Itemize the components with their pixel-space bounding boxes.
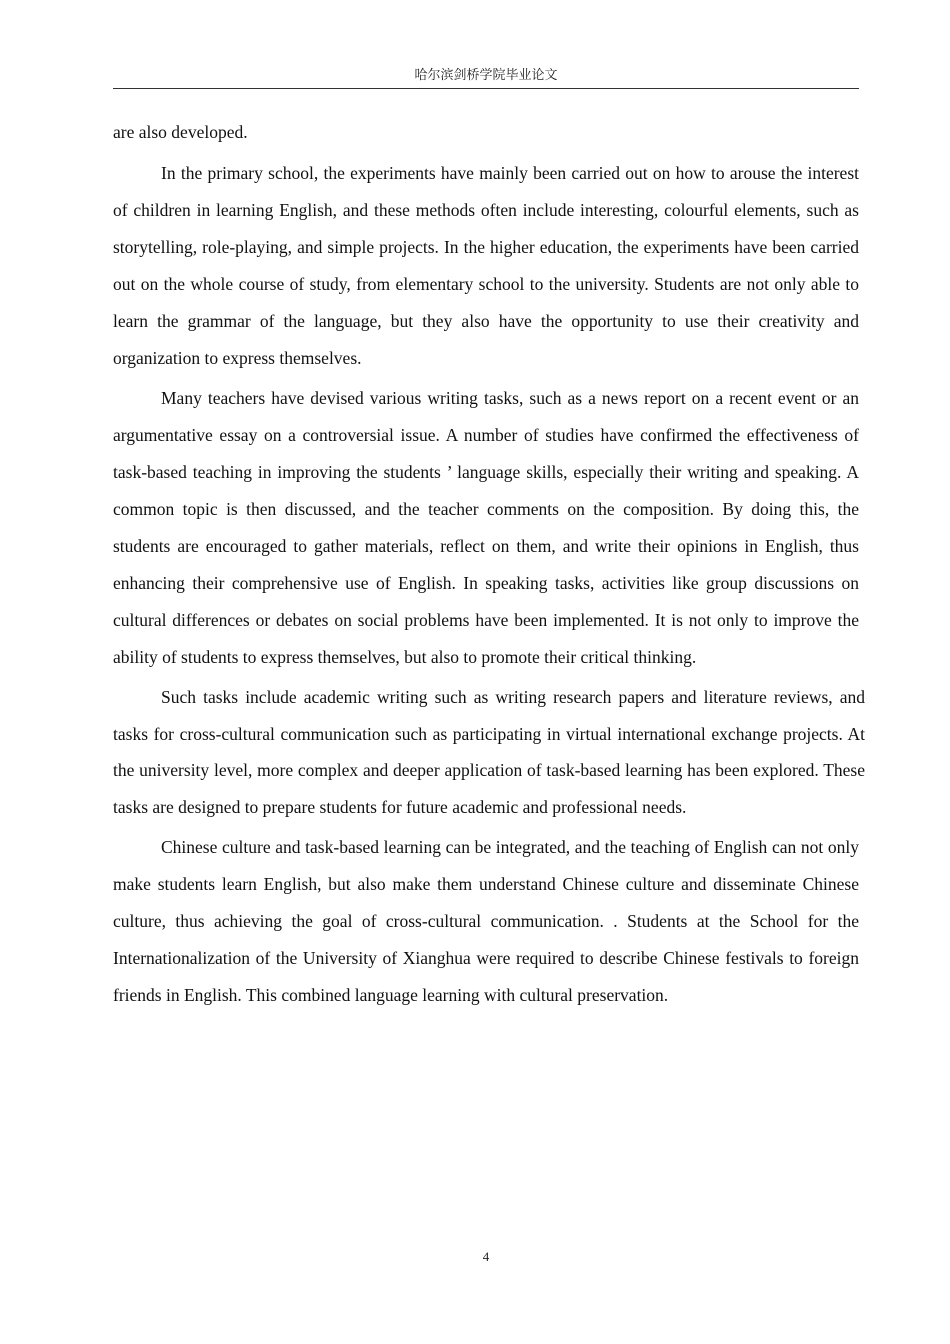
- paragraph-academic-tasks: Such tasks include academic writing such as writing research papers and literature reviews, and tasks for cross-cultural communication such as participating in virtual international exchange projects. At the university level, more complex and deeper application of task-based learning has been explored. These tasks are designed to prepare students for future academic and professional needs.: [113, 687, 865, 817]
- paragraph-continuation: are also developed.: [113, 122, 248, 142]
- header-divider: [113, 88, 859, 89]
- paragraph-chinese-culture: Chinese culture and task-based learning can be integrated, and the teaching of English can not only make students learn English, but also make them understand Chinese culture and disseminate Chinese culture, thus achieving the goal of cross-cultural communication. . Students at the School for the Internationalization of the University of Xianghua were required to describe Chinese festivals to foreign friends in English. This combined language learning with cultural preservation.: [113, 837, 859, 1005]
- page-number: 4: [482, 1249, 490, 1264]
- paragraph-primary-school: In the primary school, the experiments have mainly been carried out on how to arouse the interest of children in learning English, and these methods often include interesting, colourful elements, such as storytelling, role-playing, and simple projects. In the higher education, the experiments have been carried out on the whole course of study, from elementary school to the university. Students are not only able to learn the grammar of the language, but they also have the opportunity to use their creativity and organization to express themselves.: [113, 163, 859, 368]
- body-text: [113, 114, 865, 1014]
- page-header-title: 哈尔滨剑桥学院毕业论文: [414, 67, 558, 82]
- paragraph-writing-tasks: Many teachers have devised various writing tasks, such as a news report on a recent event or an argumentative essay on a controversial issue. A number of studies have confirmed the effectiveness of task-based teaching in improving the students ’ language skills, especially their writing and speaking. A common topic is then discussed, and the teacher comments on the composition. By doing this, the students are encouraged to gather materials, reflect on them, and write their opinions in English, thus enhancing their comprehensive use of English. In speaking tasks, activities like group discussions on cultural differences or debates on social problems have been implemented. It is not only to improve the ability of students to express themselves, but also to promote their critical thinking.: [113, 388, 859, 667]
